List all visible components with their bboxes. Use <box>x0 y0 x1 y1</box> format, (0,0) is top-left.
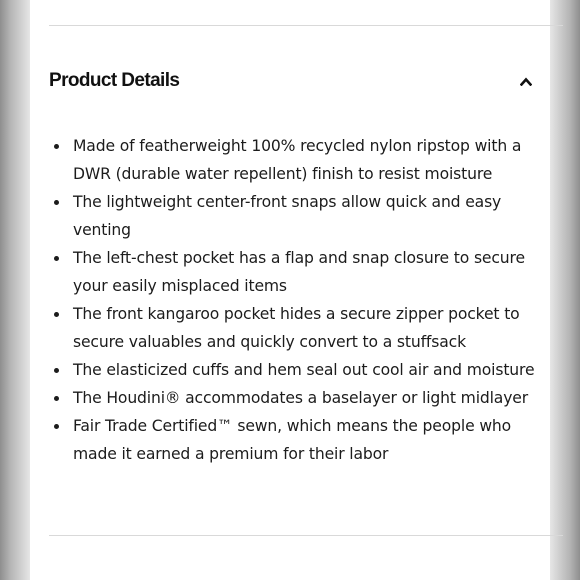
list-item-text: Made of featherweight 100% recycled nylon ripstop with a DWR (durable water repellent) finish to resist moisture <box>73 137 522 183</box>
list-item-text: The elasticized cuffs and hem seal out cool air and moisture <box>73 361 535 379</box>
chevron-up-icon[interactable] <box>517 72 535 90</box>
list-item <box>50 188 550 244</box>
list-item <box>50 412 550 468</box>
list-item <box>50 244 550 300</box>
product-details-list <box>50 132 550 468</box>
list-item <box>50 384 550 412</box>
list-item-text: The Houdini® accommodates a baselayer or light midlayer <box>73 389 528 407</box>
product-details-panel <box>30 0 550 580</box>
list-item-text: The front kangaroo pocket hides a secure zipper pocket to secure valuables and quickly convert to a stuffsack <box>73 305 520 351</box>
list-item <box>50 132 550 188</box>
top-divider <box>49 25 563 26</box>
bullet-icon <box>54 200 59 205</box>
list-item <box>50 300 550 356</box>
bullet-icon <box>54 256 59 261</box>
bullet-icon <box>54 396 59 401</box>
list-item-text: The left-chest pocket has a flap and snap closure to secure your easily misplaced items <box>73 249 525 295</box>
product-details-accordion-header[interactable] <box>49 62 533 100</box>
section-title: Product Details <box>49 70 180 91</box>
bullet-icon <box>54 312 59 317</box>
bullet-icon <box>54 368 59 373</box>
bottom-divider <box>49 535 563 536</box>
list-item-text: Fair Trade Certified™ sewn, which means the people who made it earned a premium for their labor <box>73 417 512 463</box>
list-item <box>50 356 550 384</box>
bullet-icon <box>54 424 59 429</box>
bullet-icon <box>54 144 59 149</box>
list-item-text: The lightweight center-front snaps allow quick and easy venting <box>73 193 502 239</box>
